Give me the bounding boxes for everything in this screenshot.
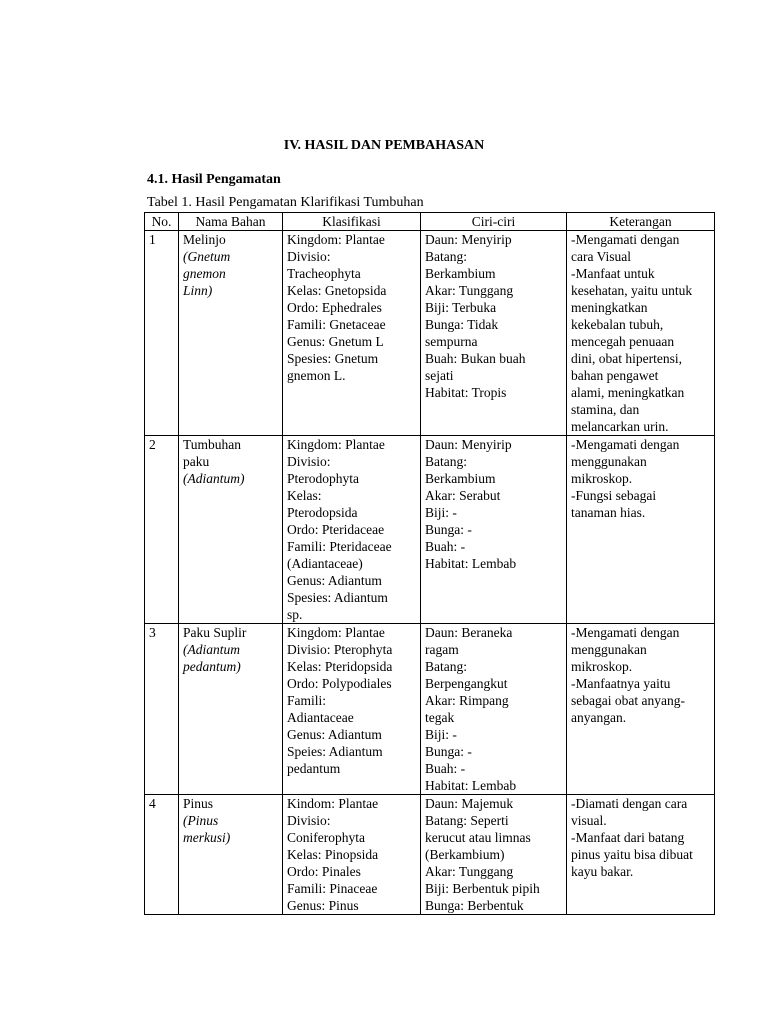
table-caption: Tabel 1. Hasil Pengamatan Klarifikasi Tumbuhan <box>147 195 424 210</box>
cell-nama-bahan <box>179 624 283 795</box>
section-title: 4.1. Hasil Pengamatan <box>147 172 281 187</box>
remark-line: -Mengamati dengan <box>571 625 680 640</box>
classification-line: Ordo: Pteridaceae <box>287 522 385 537</box>
scientific-name-line: gnemon <box>183 266 226 281</box>
characteristic-line: ragam <box>425 642 459 657</box>
characteristic-line: Daun: Menyirip <box>425 232 512 247</box>
classification-line: Famili: Pteridaceae <box>287 539 392 554</box>
classification-line: Speies: Adiantum <box>287 744 383 759</box>
header-no: No. <box>145 213 179 231</box>
table-row <box>145 795 715 915</box>
cell-ciri-ciri <box>421 624 567 795</box>
classification-line: Divisio: <box>287 454 331 469</box>
classification-line: Kingdom: Plantae <box>287 625 385 640</box>
cell-ciri-ciri <box>421 795 567 915</box>
common-name-line: Pinus <box>183 796 214 811</box>
characteristic-line: (Berkambium) <box>425 847 505 862</box>
remark-line: tanaman hias. <box>571 505 646 520</box>
remark-line: meningkatkan <box>571 300 648 315</box>
characteristic-line: Bunga: - <box>425 522 472 537</box>
characteristic-line: tegak <box>425 710 455 725</box>
characteristic-line: Daun: Beraneka <box>425 625 513 640</box>
cell-klasifikasi <box>283 231 421 436</box>
cell-nama-bahan <box>179 436 283 624</box>
classification-line: (Adiantaceae) <box>287 556 363 571</box>
characteristic-line: Batang: <box>425 659 467 674</box>
classification-line: Genus: Gnetum L <box>287 334 384 349</box>
remark-line: -Manfaat dari batang <box>571 830 685 845</box>
characteristic-line: Akar: Tunggang <box>425 283 514 298</box>
remark-line: -Mengamati dengan <box>571 437 680 452</box>
characteristic-line: Habitat: Lembab <box>425 778 517 793</box>
remark-line: bahan pengawet <box>571 368 659 383</box>
characteristic-line: Habitat: Lembab <box>425 556 517 571</box>
observation-table <box>144 212 715 915</box>
cell-keterangan <box>567 231 715 436</box>
cell-keterangan <box>567 795 715 915</box>
cell-no: 4 <box>145 795 179 915</box>
cell-ciri-ciri <box>421 436 567 624</box>
classification-line: Divisio: <box>287 249 331 264</box>
chapter-title: IV. HASIL DAN PEMBAHASAN <box>283 138 485 153</box>
header-klasifikasi: Klasifikasi <box>283 213 421 231</box>
remark-line: -Fungsi sebagai <box>571 488 657 503</box>
remark-line: menggunakan <box>571 642 647 657</box>
classification-line: Kelas: Gnetopsida <box>287 283 387 298</box>
classification-line: Spesies: Adiantum <box>287 590 388 605</box>
common-name-line: paku <box>183 454 210 469</box>
scientific-name-line: (Pinus <box>183 813 219 828</box>
common-name-line: Tumbuhan <box>183 437 242 452</box>
header-ciri-ciri: Ciri-ciri <box>421 213 567 231</box>
classification-line: Ordo: Ephedrales <box>287 300 382 315</box>
remark-line: -Mengamati dengan <box>571 232 680 247</box>
remark-line: kayu bakar. <box>571 864 634 879</box>
characteristic-line: Buah: - <box>425 539 466 554</box>
scientific-name-line: (Adiantum) <box>183 471 245 486</box>
cell-klasifikasi <box>283 436 421 624</box>
common-name-line: Melinjo <box>183 232 226 247</box>
cell-ciri-ciri <box>421 231 567 436</box>
characteristic-line: Buah: - <box>425 761 466 776</box>
classification-line: Kingdom: Plantae <box>287 437 385 452</box>
characteristic-line: Daun: Menyirip <box>425 437 512 452</box>
cell-keterangan <box>567 436 715 624</box>
table-row <box>145 436 715 624</box>
classification-line: Kelas: Pinopsida <box>287 847 379 862</box>
scientific-name-line: (Gnetum <box>183 249 231 264</box>
classification-line: Tracheophyta <box>287 266 361 281</box>
cell-no: 2 <box>145 436 179 624</box>
classification-line: Spesies: Gnetum <box>287 351 379 366</box>
scientific-name-line: merkusi) <box>183 830 231 845</box>
common-name-line: Paku Suplir <box>183 625 247 640</box>
cell-nama-bahan <box>179 231 283 436</box>
remark-line: stamina, dan <box>571 402 640 417</box>
remark-line: -Manfaat untuk <box>571 266 655 281</box>
characteristic-line: Biji: Terbuka <box>425 300 497 315</box>
cell-klasifikasi <box>283 624 421 795</box>
remark-line: melancarkan urin. <box>571 419 669 434</box>
remark-line: mikroskop. <box>571 659 633 674</box>
classification-line: Adiantaceae <box>287 710 354 725</box>
classification-line: Kelas: Pteridopsida <box>287 659 393 674</box>
header-nama-bahan: Nama Bahan <box>179 213 283 231</box>
remark-line: cara Visual <box>571 249 632 264</box>
remark-line: mencegah penuaan <box>571 334 675 349</box>
cell-no: 3 <box>145 624 179 795</box>
remark-line: mikroskop. <box>571 471 633 486</box>
cell-klasifikasi <box>283 795 421 915</box>
characteristic-line: Biji: - <box>425 727 457 742</box>
table-row <box>145 231 715 436</box>
characteristic-line: Berkambium <box>425 266 496 281</box>
characteristic-line: Bunga: Berbentuk <box>425 898 524 913</box>
characteristic-line: Habitat: Tropis <box>425 385 507 400</box>
characteristic-line: Berpengangkut <box>425 676 508 691</box>
classification-line: gnemon L. <box>287 368 346 383</box>
characteristic-line: Berkambium <box>425 471 496 486</box>
scientific-name-line: Linn) <box>183 283 213 298</box>
characteristic-line: Akar: Serabut <box>425 488 501 503</box>
characteristic-line: Bunga: - <box>425 744 472 759</box>
characteristic-line: kerucut atau limnas <box>425 830 531 845</box>
remark-line: kekebalan tubuh, <box>571 317 664 332</box>
classification-line: Kingdom: Plantae <box>287 232 385 247</box>
classification-line: pedantum <box>287 761 341 776</box>
characteristic-line: sempurna <box>425 334 478 349</box>
remark-line: pinus yaitu bisa dibuat <box>571 847 693 862</box>
classification-line: Genus: Pinus <box>287 898 359 913</box>
classification-line: Famili: Pinaceae <box>287 881 378 896</box>
classification-line: sp. <box>287 607 303 622</box>
remark-line: -Diamati dengan cara <box>571 796 688 811</box>
classification-line: Divisio: <box>287 813 331 828</box>
classification-line: Divisio: Pterophyta <box>287 642 393 657</box>
cell-nama-bahan <box>179 795 283 915</box>
characteristic-line: Bunga: Tidak <box>425 317 499 332</box>
header-keterangan: Keterangan <box>567 213 715 231</box>
characteristic-line: Biji: - <box>425 505 457 520</box>
scientific-name-line: (Adiantum <box>183 642 240 657</box>
classification-line: Ordo: Pinales <box>287 864 361 879</box>
characteristic-line: Batang: <box>425 454 467 469</box>
cell-no: 1 <box>145 231 179 436</box>
characteristic-line: Biji: Berbentuk pipih <box>425 881 540 896</box>
remark-line: dini, obat hipertensi, <box>571 351 682 366</box>
characteristic-line: Batang: <box>425 249 467 264</box>
remark-line: visual. <box>571 813 607 828</box>
classification-line: Famili: <box>287 693 327 708</box>
scientific-name-line: pedantum) <box>183 659 241 674</box>
remark-line: sebagai obat anyang- <box>571 693 685 708</box>
classification-line: Coniferophyta <box>287 830 365 845</box>
remark-line: menggunakan <box>571 454 647 469</box>
classification-line: Genus: Adiantum <box>287 573 382 588</box>
remark-line: kesehatan, yaitu untuk <box>571 283 693 298</box>
classification-line: Kindom: Plantae <box>287 796 379 811</box>
classification-line: Kelas: <box>287 488 322 503</box>
remark-line: alami, meningkatkan <box>571 385 685 400</box>
classification-line: Famili: Gnetaceae <box>287 317 386 332</box>
table-row <box>145 624 715 795</box>
characteristic-line: sejati <box>425 368 454 383</box>
remark-line: anyangan. <box>571 710 627 725</box>
classification-line: Ordo: Polypodiales <box>287 676 392 691</box>
classification-line: Genus: Adiantum <box>287 727 382 742</box>
characteristic-line: Akar: Rimpang <box>425 693 509 708</box>
characteristic-line: Daun: Majemuk <box>425 796 514 811</box>
characteristic-line: Buah: Bukan buah <box>425 351 526 366</box>
classification-line: Pterodopsida <box>287 505 358 520</box>
characteristic-line: Akar: Tunggang <box>425 864 514 879</box>
classification-line: Pterodophyta <box>287 471 359 486</box>
table-header-row <box>145 213 715 231</box>
remark-line: -Manfaatnya yaitu <box>571 676 671 691</box>
cell-keterangan <box>567 624 715 795</box>
characteristic-line: Batang: Seperti <box>425 813 509 828</box>
